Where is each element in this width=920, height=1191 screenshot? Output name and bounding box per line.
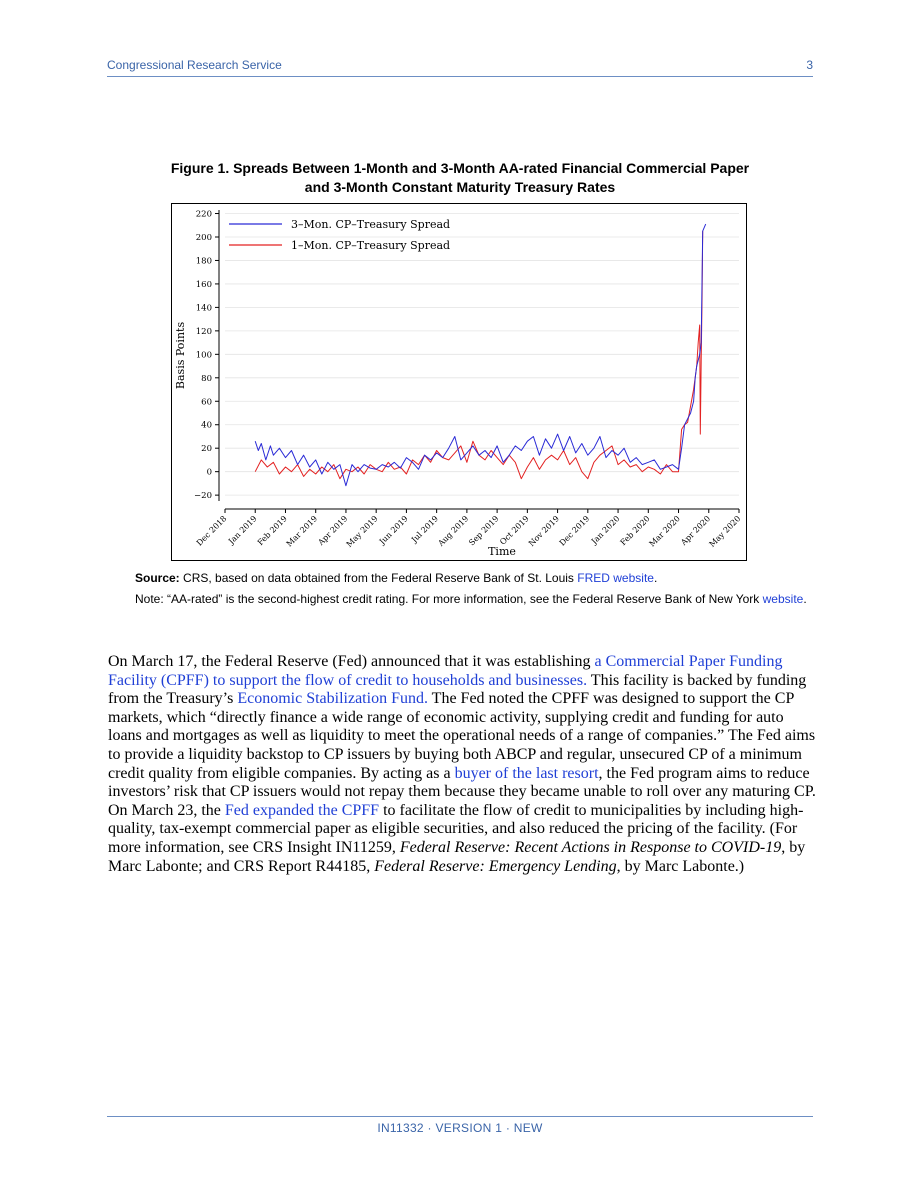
y-tick-label: 20: [201, 444, 212, 455]
body-text-1: On March 17, the Federal Reserve (Fed) announced that it was establishing: [108, 653, 595, 670]
figure-title: [107, 159, 813, 197]
nyfed-website-link[interactable]: website: [762, 592, 804, 606]
body-text-4: , the Fed program aims to reduce investors’ risk that CP issuers would not repay them because they became unable to roll over any maturing CP. On March 23, the: [108, 764, 816, 819]
y-tick-label: 220: [195, 209, 212, 220]
x-tick-label: Oct 2019: [498, 514, 531, 547]
source-label: Source:: [135, 571, 180, 585]
y-axis-label: Basis Points: [174, 321, 187, 390]
x-tick-label: May 2019: [344, 514, 380, 549]
series-line-1mon: [255, 231, 703, 479]
legend-label-3mon: 3–Mon. CP–Treasury Spread: [291, 218, 451, 231]
y-tick-label: 80: [201, 373, 212, 384]
body-text-5: to facilitate the flow of credit to municipalities by including high-quality, tax-exempt commercial paper as eligible securities, and also reduced the pricing of the facility. (For more information, see CRS Insight IN11259,: [108, 801, 804, 856]
cpff-link[interactable]: a Commercial Paper Funding Facility (CPFF) to support the flow of credit to households and businesses.: [108, 653, 783, 689]
y-tick-label: 60: [201, 397, 212, 408]
y-tick-label: 0: [206, 467, 212, 478]
body-text-3: The Fed noted the CPFF was designed to support the CP markets, which “directly finance a wide range of economic activity, supplying credit and funding for auto loans and mortgages as well as liquidity to meet the operational needs of a range of companies.” The Fed aims to provide a liquidity backstop to CP issuers by buying both ABCP and regular, unsecured CP of a minimum credit quality from eligible companies. By acting as a: [108, 690, 816, 782]
y-tick-label: 160: [195, 279, 212, 290]
body-text-6: , by Marc Labonte; and CRS Report R44185,: [108, 838, 806, 875]
report-title-2: Federal Reserve: Emergency Lending: [374, 857, 617, 875]
x-tick-label: Jun 2019: [377, 514, 410, 547]
page-header: [107, 58, 813, 76]
figure-title-line2: and 3-Month Constant Maturity Treasury Rates: [304, 179, 616, 195]
y-tick-label: 40: [201, 420, 212, 431]
x-tick-label: Sep 2019: [467, 514, 501, 548]
note-line: [135, 591, 815, 608]
figure-title-line1: Figure 1. Spreads Between 1-Month and 3-Month AA-rated Financial Commercial Paper: [170, 160, 750, 176]
x-tick-label: Jul 2019: [409, 514, 441, 545]
source-line: [135, 570, 815, 587]
x-tick-label: Feb 2020: [618, 514, 652, 548]
legend-label-1mon: 1–Mon. CP–Treasury Spread: [291, 239, 451, 252]
x-tick-label: May 2020: [707, 514, 743, 549]
x-tick-label: Jan 2019: [226, 514, 259, 546]
page-footer: IN11332 · VERSION 1 · NEW: [377, 1121, 543, 1135]
y-tick-label: 140: [195, 303, 212, 314]
esf-link[interactable]: Economic Stabilization Fund.: [237, 690, 428, 708]
x-tick-label: Apr 2020: [679, 514, 713, 548]
body-text-2: This facility is backed by funding from the Treasury’s: [108, 671, 807, 708]
header-page-number: 3: [806, 58, 813, 72]
footer-rule: [107, 1116, 813, 1117]
x-tick-label: Nov 2019: [526, 514, 562, 549]
x-tick-label: Feb 2019: [255, 514, 289, 548]
x-tick-label: Mar 2019: [284, 514, 320, 549]
x-tick-label: Aug 2019: [436, 514, 471, 548]
series-line-3mon: [255, 224, 706, 486]
y-tick-label: 180: [195, 256, 212, 267]
y-tick-label: 200: [195, 232, 212, 243]
note-text: Note: “AA-rated” is the second-highest credit rating. For more information, see the Federal Reserve Bank of New York: [135, 592, 760, 606]
y-tick-label: 120: [195, 326, 212, 337]
spread-chart: [172, 204, 748, 562]
x-tick-label: Dec 2019: [557, 514, 592, 548]
last-resort-link[interactable]: buyer of the last resort: [454, 764, 599, 782]
chart-frame: [171, 203, 747, 561]
source-end: .: [653, 571, 658, 585]
header-org: Congressional Research Service: [107, 58, 282, 72]
cpff-expanded-link[interactable]: Fed expanded the CPFF: [224, 801, 380, 819]
fred-website-link[interactable]: FRED website: [577, 571, 654, 585]
x-tick-label: Mar 2020: [647, 514, 682, 549]
source-text: CRS, based on data obtained from the Federal Reserve Bank of St. Louis: [183, 571, 574, 585]
note-end: .: [803, 592, 807, 606]
body-text-7: , by Marc Labonte.): [616, 857, 745, 875]
x-tick-label: Jan 2020: [589, 514, 622, 546]
report-title-1: Federal Reserve: Recent Actions in Response to COVID-19: [399, 838, 782, 856]
y-tick-label: −20: [194, 491, 212, 502]
header-rule: [107, 76, 813, 77]
x-axis-label: Time: [488, 545, 516, 558]
body-paragraph: [108, 653, 818, 876]
x-tick-label: Apr 2019: [316, 514, 350, 548]
x-tick-label: Dec 2018: [194, 514, 229, 548]
y-tick-label: 100: [195, 350, 212, 361]
